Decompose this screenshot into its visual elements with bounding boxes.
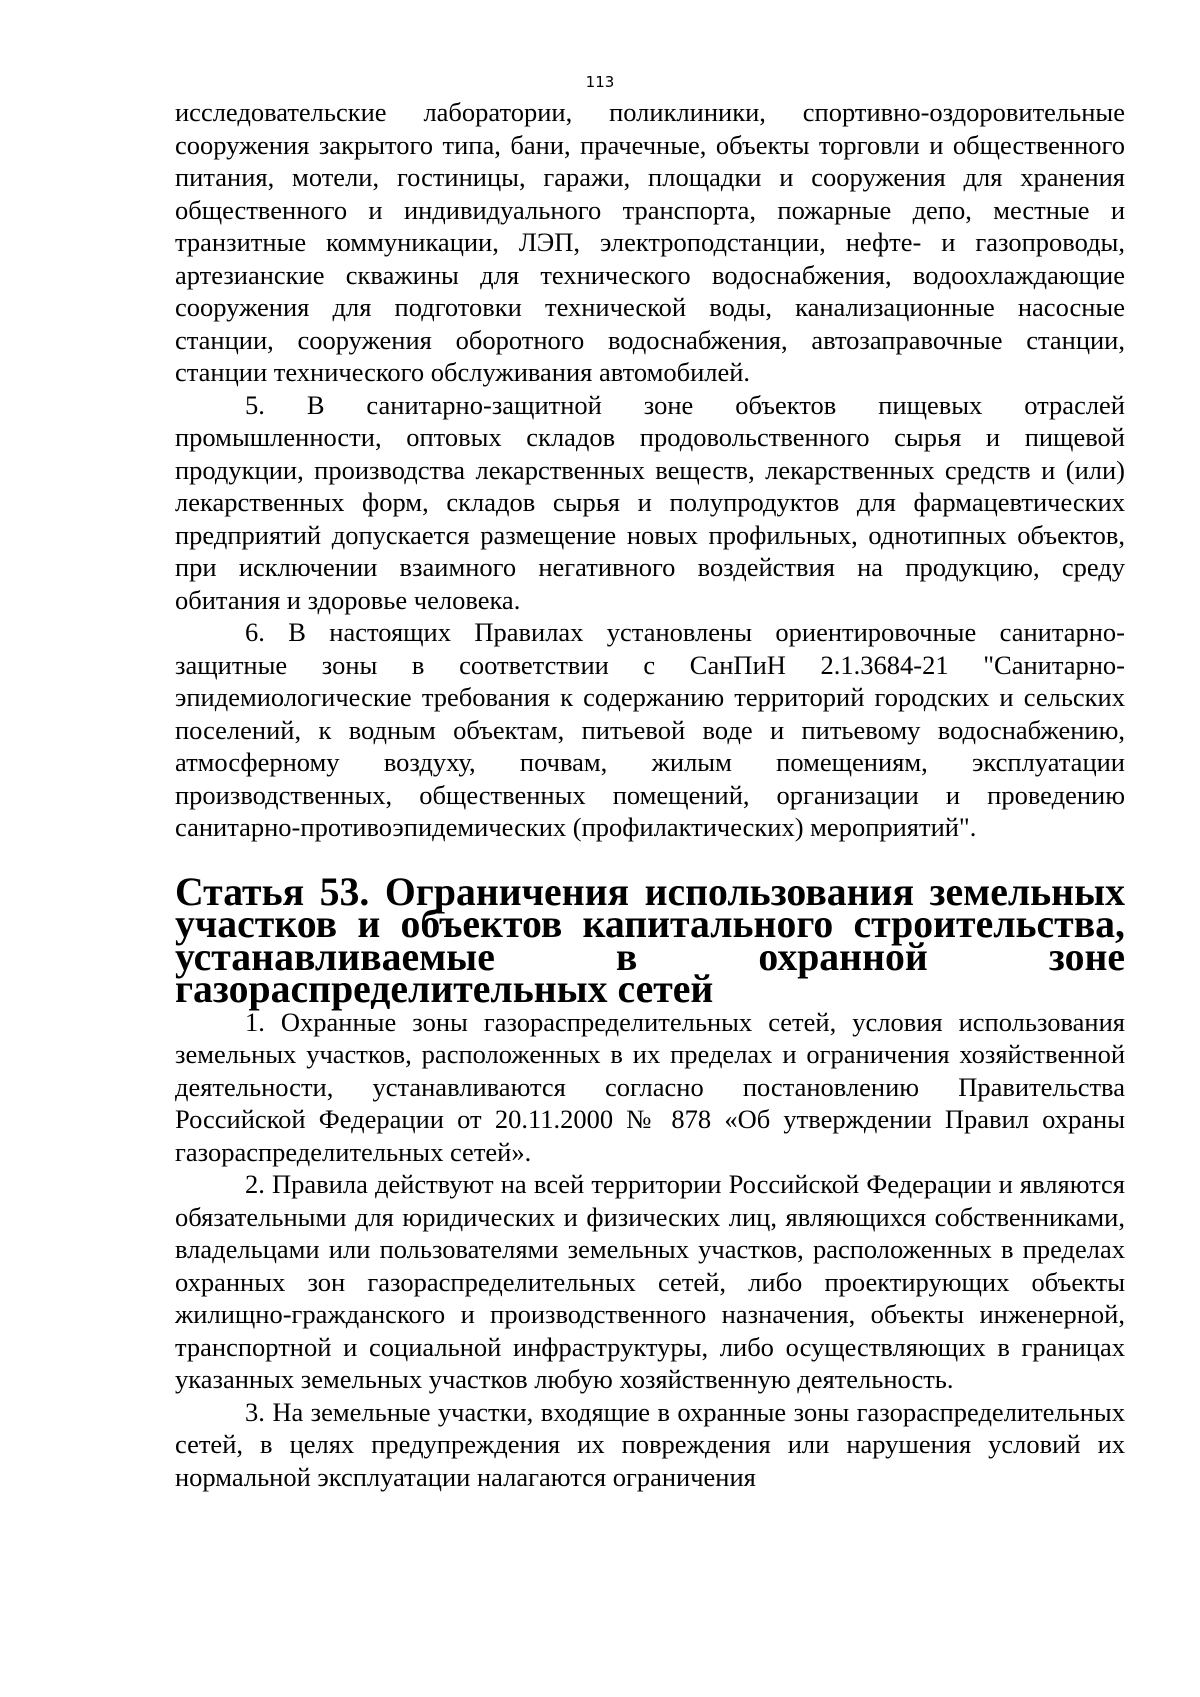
- paragraph-article-item-2: 2. Правила действуют на всей территории Российской Федерации и являются обязательными для юридических и физических лиц, являющихся собственниками, владельцами или пользователями земельных участков, расположенных в пределах охранных зон газораспределительных сетей, либо проектирующих объекты жилищно-гражданского и производственного назначения, объекты инженерной, транспортной и социальной инфраструктуры, либо осуществляющих в границах указанных земельных участков любую хозяйственную деятельность.: [175, 1169, 1125, 1394]
- paragraph-article-item-1: 1. Охранные зоны газораспределительных сетей, условия использования земельных участков, расположенных в их пределах и ограничения хозяйственной деятельности, устанавливаются согласно постановлению Правительства Российской Федерации от 20.11.2000 № 878 «Об утверждении Правил охраны газораспределительных сетей».: [175, 1006, 1125, 1167]
- paragraph-continuation: исследовательские лаборатории, поликлиники, спортивно-оздоровительные сооружения закрытого типа, бани, прачечные, объекты торговли и общественного питания, мотели, гостиницы, гаражи, площадки и сооружения для хранения общественного и индивидуального транспорта, пожарные депо, местные и транзитные коммуникации, ЛЭП, электроподстанции, нефте- и газопроводы, артезианские скважины для технического водоснабжения, водоохлаждающие сооружения для подготовки технической воды, канализационные насосные станции, сооружения оборотного водоснабжения, автозаправочные станции, станции технического обслуживания автомобилей.: [175, 97, 1125, 387]
- paragraph-item-5: 5. В санитарно-защитной зоне объектов пищевых отраслей промышленности, оптовых складов продовольственного сырья и пищевой продукции, производства лекарственных веществ, лекарственных средств и (или) лекарственных форм, складов сырья и полупродуктов для фармацевтических предприятий допускается размещение новых профильных, однотипных объектов, при исключении взаимного негативного воздействия на продукцию, среду обитания и здоровье человека.: [175, 389, 1125, 615]
- paragraph-item-6: 6. В настоящих Правилах установлены ориентировочные санитарно-защитные зоны в соответствии с СанПиН 2.1.3684-21 "Санитарно-эпидемиологические требования к содержанию территорий городских и сельских поселений, к водным объектам, питьевой воде и питьевому водоснабжению, атмосферному воздуху, почвам, жилым помещениям, эксплуатации производственных, общественных помещений, организации и проведению санитарно-противоэпидемических (профилактических) мероприятий".: [175, 617, 1125, 842]
- document-body: [175, 96, 1125, 1493]
- page-number: 113: [585, 73, 615, 91]
- article-heading: Статья 53. Ограничения использования земельных участков и объектов капитального строительства, устанавливаемые в охранной зоне газораспределительных сетей: [175, 869, 1125, 1011]
- paragraph-article-item-3: 3. На земельные участки, входящие в охранные зоны газораспределительных сетей, в целях предупреждения их повреждения или нарушения условий их нормальной эксплуатации налагаются ограничения: [175, 1396, 1125, 1492]
